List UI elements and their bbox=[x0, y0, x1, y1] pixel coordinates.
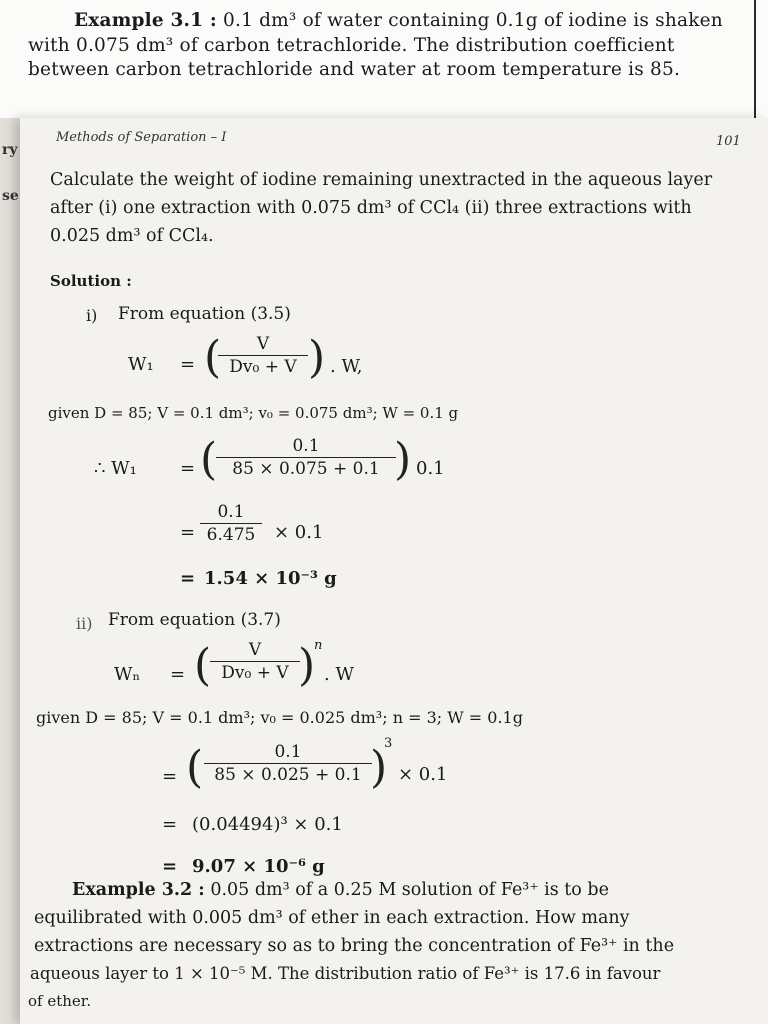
strip-line-1-text: 0.1 dm³ of water containing 0.1g of iodine is shaken bbox=[223, 10, 723, 31]
running-header: Methods of Separation – I bbox=[56, 130, 227, 145]
step3-tail: × 0.1 bbox=[398, 764, 448, 785]
fraction-bar bbox=[216, 457, 396, 458]
eq2-power: n bbox=[314, 638, 323, 653]
step1-fraction bbox=[216, 436, 396, 479]
example-3-2-line-2: equilibrated with 0.005 dm³ of ether in each extraction. How many bbox=[34, 908, 630, 928]
left-paren: ( bbox=[194, 640, 212, 691]
part-1-label: i) bbox=[86, 306, 98, 325]
eq1-fraction bbox=[218, 334, 308, 377]
eq2-lhs: Wₙ bbox=[114, 664, 141, 685]
example-3-2-line-1-text: 0.05 dm³ of a 0.25 M solution of Fe³⁺ is to be bbox=[210, 880, 609, 900]
solution-heading: Solution : bbox=[50, 272, 132, 290]
eq2-sign: = bbox=[170, 664, 186, 685]
example-3-2-line-4: aqueous layer to 1 × 10⁻⁵ M. The distribution ratio of Fe³⁺ is 17.6 in favour bbox=[30, 964, 661, 983]
fraction-bar bbox=[210, 661, 300, 662]
example-3-1-label: Example 3.1 : bbox=[74, 10, 217, 31]
step1-numerator: 0.1 bbox=[292, 436, 320, 456]
step3-power: 3 bbox=[384, 736, 393, 751]
eq2-denominator: Dv₀ + V bbox=[221, 663, 289, 683]
strip-line-2: with 0.075 dm³ of carbon tetrachloride. The distribution coefficient bbox=[28, 35, 675, 56]
top-text-strip bbox=[0, 0, 768, 118]
step1-tail: 0.1 bbox=[416, 458, 445, 479]
page-edge-line bbox=[754, 0, 756, 118]
left-paren: ( bbox=[186, 742, 204, 793]
eq2-numerator: V bbox=[248, 640, 262, 660]
part-2-intro: From equation (3.7) bbox=[108, 610, 281, 630]
left-gutter bbox=[0, 118, 20, 1024]
result-sign: = bbox=[180, 568, 196, 589]
problem-line-2: after (i) one extraction with 0.075 dm³ of CCl₄ (ii) three extractions with bbox=[50, 198, 692, 218]
step2-tail: × 0.1 bbox=[274, 522, 324, 543]
example-3-2-line-3: extractions are necessary so as to bring the concentration of Fe³⁺ in the bbox=[34, 936, 675, 956]
page-number: 101 bbox=[716, 134, 741, 149]
right-paren: ) bbox=[298, 640, 316, 691]
eq1-tail: . W, bbox=[330, 356, 363, 377]
eq1-lhs: W₁ bbox=[128, 354, 154, 375]
book-page bbox=[20, 118, 768, 1024]
left-paren: ( bbox=[204, 332, 222, 383]
example-3-2-line-5: of ether. bbox=[28, 992, 92, 1010]
part-1-intro: From equation (3.5) bbox=[118, 304, 291, 324]
part-1-result: 1.54 × 10⁻³ g bbox=[204, 568, 337, 589]
step3-fraction bbox=[204, 742, 372, 785]
result-2-sign: = bbox=[162, 856, 178, 877]
eq2-fraction bbox=[210, 640, 300, 683]
part-2-step-2: (0.04494)³ × 0.1 bbox=[192, 814, 343, 835]
step2-sign: = bbox=[180, 522, 196, 543]
step3-denominator: 85 × 0.025 + 0.1 bbox=[214, 765, 362, 785]
right-paren: ) bbox=[394, 434, 412, 485]
step2-denominator: 6.475 bbox=[206, 525, 256, 545]
gutter-mark-2: se bbox=[2, 188, 19, 204]
part-1-given: given D = 85; V = 0.1 dm³; v₀ = 0.075 dm³; W = 0.1 g bbox=[48, 404, 459, 422]
part-2-result: 9.07 × 10⁻⁶ g bbox=[192, 856, 325, 877]
gutter-mark-1: ry bbox=[2, 142, 18, 158]
step2-numerator: 0.1 bbox=[217, 502, 245, 522]
step3-sign: = bbox=[162, 766, 178, 787]
example-3-2-label: Example 3.2 : bbox=[72, 880, 205, 900]
problem-line-1: Calculate the weight of iodine remaining unextracted in the aqueous layer bbox=[50, 170, 713, 190]
left-paren: ( bbox=[200, 434, 218, 485]
step4-sign: = bbox=[162, 814, 178, 835]
strip-line-1 bbox=[28, 10, 768, 31]
right-paren: ) bbox=[308, 332, 326, 383]
eq1-sign: = bbox=[180, 354, 196, 375]
step2-fraction bbox=[200, 502, 262, 545]
problem-line-3: 0.025 dm³ of CCl₄. bbox=[50, 226, 214, 246]
eq1-numerator: V bbox=[256, 334, 270, 354]
example-3-2-line-1 bbox=[72, 880, 609, 900]
step1-lhs: ∴ W₁ bbox=[94, 458, 137, 479]
step1-denominator: 85 × 0.075 + 0.1 bbox=[232, 459, 380, 479]
step1-sign: = bbox=[180, 458, 196, 479]
fraction-bar bbox=[200, 523, 262, 524]
fraction-bar bbox=[218, 355, 308, 356]
step3-numerator: 0.1 bbox=[274, 742, 302, 762]
part-2-label: ii) bbox=[76, 614, 93, 633]
eq2-tail: . W bbox=[324, 664, 354, 685]
strip-line-3: between carbon tetrachloride and water at room temperature is 85. bbox=[28, 59, 681, 80]
part-2-given: given D = 85; V = 0.1 dm³; v₀ = 0.025 dm³; n = 3; W = 0.1g bbox=[36, 708, 523, 727]
fraction-bar bbox=[204, 763, 372, 764]
eq1-denominator: Dv₀ + V bbox=[229, 357, 297, 377]
right-paren: ) bbox=[370, 742, 388, 793]
